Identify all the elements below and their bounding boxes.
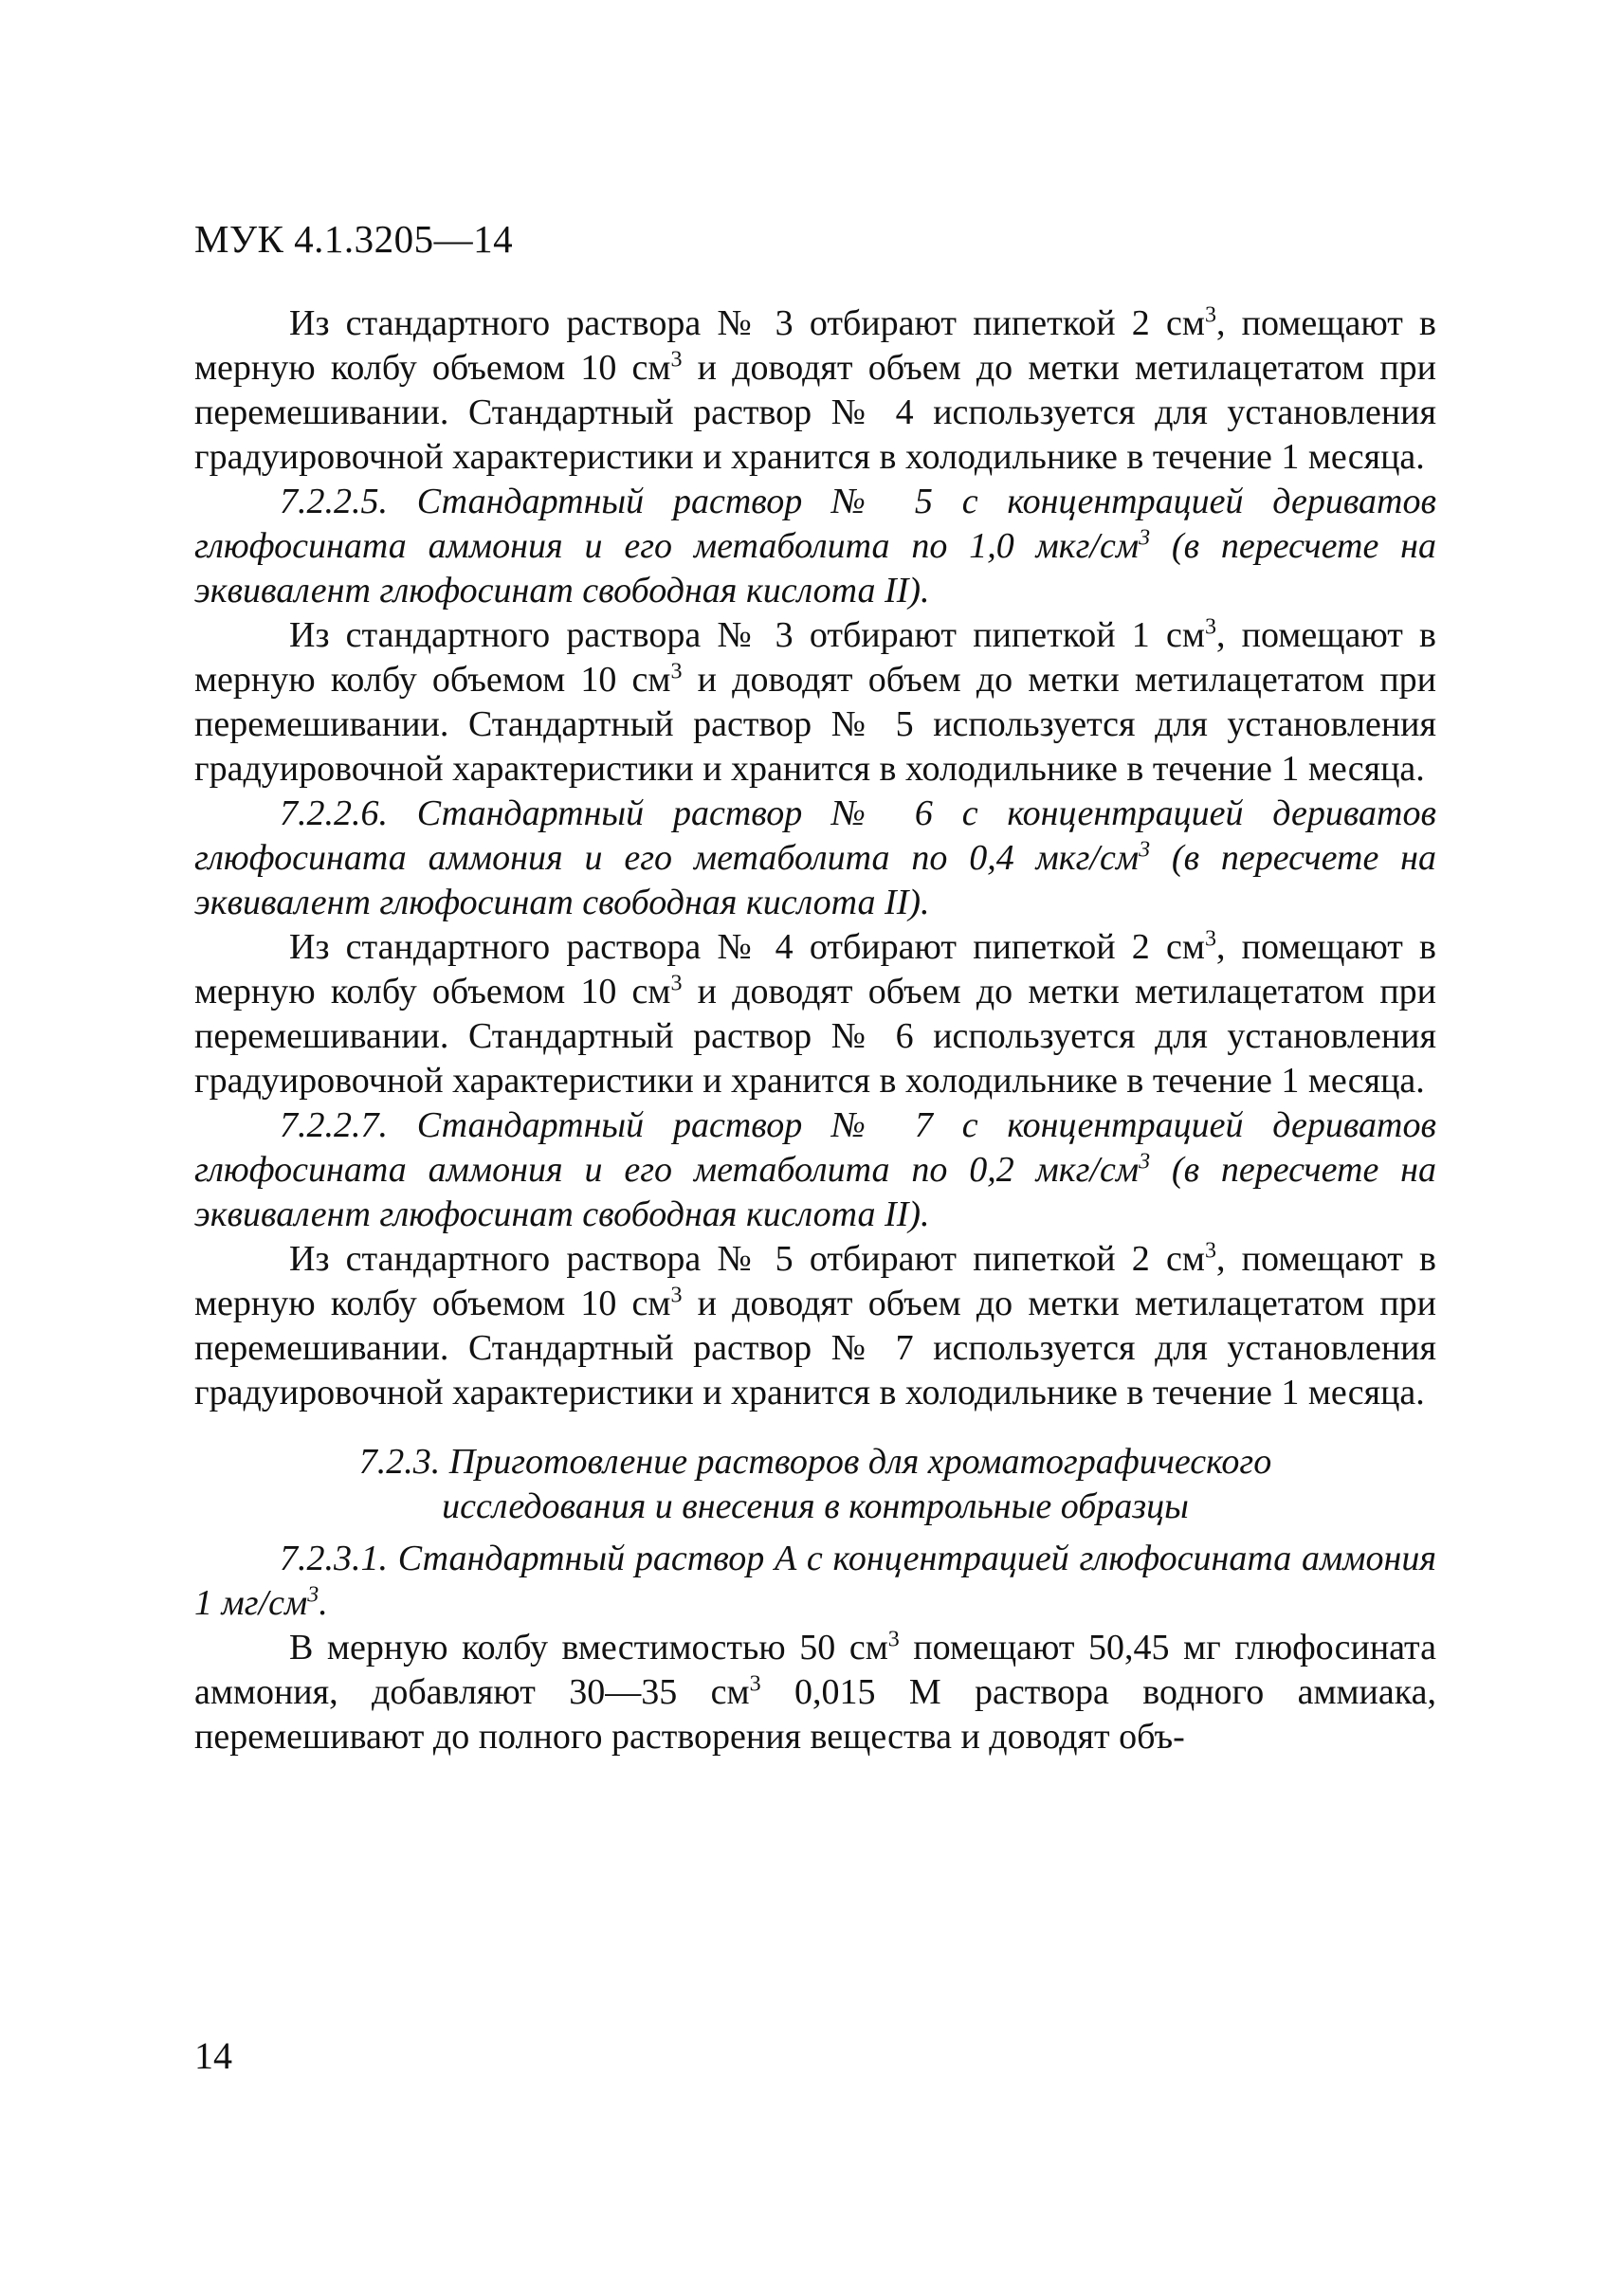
text-run: и доводят объем до метки метилацетатом при перемешивании. Стандартный раствор № 7 используется для установления градуировочной характеристики и хранится в холодильнике в течение 1 месяца. <box>194 1284 1436 1412</box>
body-paragraph <box>194 1237 1436 1415</box>
text-run: (в пересчете на эквивалент глюфосинат свободная кислота II). <box>194 838 1436 922</box>
superscript: 3 <box>749 1671 761 1697</box>
text-run: . <box>319 1583 328 1623</box>
superscript: 3 <box>1204 1238 1216 1264</box>
body-paragraph <box>194 301 1436 480</box>
subsection-title <box>194 792 1436 925</box>
text-run: и доводят объем до метки метилацетатом при перемешивании. Стандартный раствор № 4 используется для установления градуировочной характеристики и хранится в холодильнике в течение 1 месяца. <box>194 348 1436 477</box>
body-paragraph <box>194 1626 1436 1759</box>
text-run: В мерную колбу вместимостью 50 см <box>289 1628 888 1667</box>
superscript: 3 <box>670 659 683 684</box>
text-run: 7.2.2.6. Стандартный раствор № 6 с концентрацией дериватов глюфосината аммония и его метаболита по 0,4 мкг/см <box>194 793 1436 878</box>
subsection-title <box>194 1103 1436 1237</box>
text-run: , помещают в мерную колбу объемом 10 см <box>194 615 1436 700</box>
page-number: 14 <box>194 2034 232 2077</box>
text-run: , помещают в мерную колбу объемом 10 см <box>194 303 1436 388</box>
text-run: и доводят объем до метки метилацетатом при перемешивании. Стандартный раствор № 5 используется для установления градуировочной характеристики и хранится в холодильнике в течение 1 месяца. <box>194 660 1436 789</box>
document-code-header: МУК 4.1.3205—14 <box>194 217 514 261</box>
paragraph-group <box>194 301 1436 1415</box>
subsection-title <box>194 480 1436 613</box>
superscript: 3 <box>1139 837 1151 863</box>
body-paragraph <box>194 613 1436 792</box>
superscript: 3 <box>670 1283 683 1308</box>
superscript: 3 <box>887 1627 900 1652</box>
superscript: 3 <box>1204 302 1216 328</box>
body-paragraph <box>194 925 1436 1103</box>
paragraph-group <box>194 1537 1436 1759</box>
text-run: 0,015 М раствора водного аммиака, перемешивают до полного растворения вещества и доводят объ- <box>194 1672 1436 1757</box>
text-run: и доводят объем до метки метилацетатом при перемешивании. Стандартный раствор № 6 используется для установления градуировочной характеристики и хранится в холодильнике в течение 1 месяца. <box>194 972 1436 1101</box>
text-run: (в пересчете на эквивалент глюфосинат свободная кислота II). <box>194 1150 1436 1234</box>
superscript: 3 <box>670 971 683 996</box>
section-heading-line: исследования и внесения в контрольные образцы <box>442 1486 1189 1526</box>
text-run: Из стандартного раствора № 3 отбирают пипеткой 2 см <box>289 303 1205 343</box>
document-body <box>194 301 1436 1759</box>
section-heading-line: 7.2.3. Приготовление растворов для хроматографического <box>358 1442 1272 1482</box>
text-run: 7.2.3.1. Стандартный раствор А с концентрацией глюфосината аммония 1 мг/см <box>194 1539 1436 1623</box>
text-run: (в пересчете на эквивалент глюфосинат свободная кислота II). <box>194 526 1436 610</box>
superscript: 3 <box>670 347 683 373</box>
text-run: 7.2.2.7. Стандартный раствор № 7 с концентрацией дериватов глюфосината аммония и его метаболита по 0,2 мкг/см <box>194 1105 1436 1190</box>
text-run: помещают 50,45 мг глюфосината аммония, добавляют 30—35 см <box>194 1628 1436 1712</box>
superscript: 3 <box>307 1582 319 1608</box>
text-run: Из стандартного раствора № 3 отбирают пипеткой 1 см <box>289 615 1205 655</box>
text-run: Из стандартного раствора № 5 отбирают пипеткой 2 см <box>289 1239 1205 1279</box>
section-heading <box>194 1440 1436 1529</box>
superscript: 3 <box>1139 1149 1151 1175</box>
superscript: 3 <box>1204 926 1216 952</box>
text-run: Из стандартного раствора № 4 отбирают пипеткой 2 см <box>289 927 1205 967</box>
subsection-title <box>194 1537 1436 1626</box>
text-run: , помещают в мерную колбу объемом 10 см <box>194 1239 1436 1323</box>
text-run: , помещают в мерную колбу объемом 10 см <box>194 927 1436 1011</box>
superscript: 3 <box>1139 525 1151 551</box>
superscript: 3 <box>1204 614 1216 640</box>
text-run: 7.2.2.5. Стандартный раствор № 5 с концентрацией дериватов глюфосината аммония и его метаболита по 1,0 мкг/см <box>194 482 1436 566</box>
